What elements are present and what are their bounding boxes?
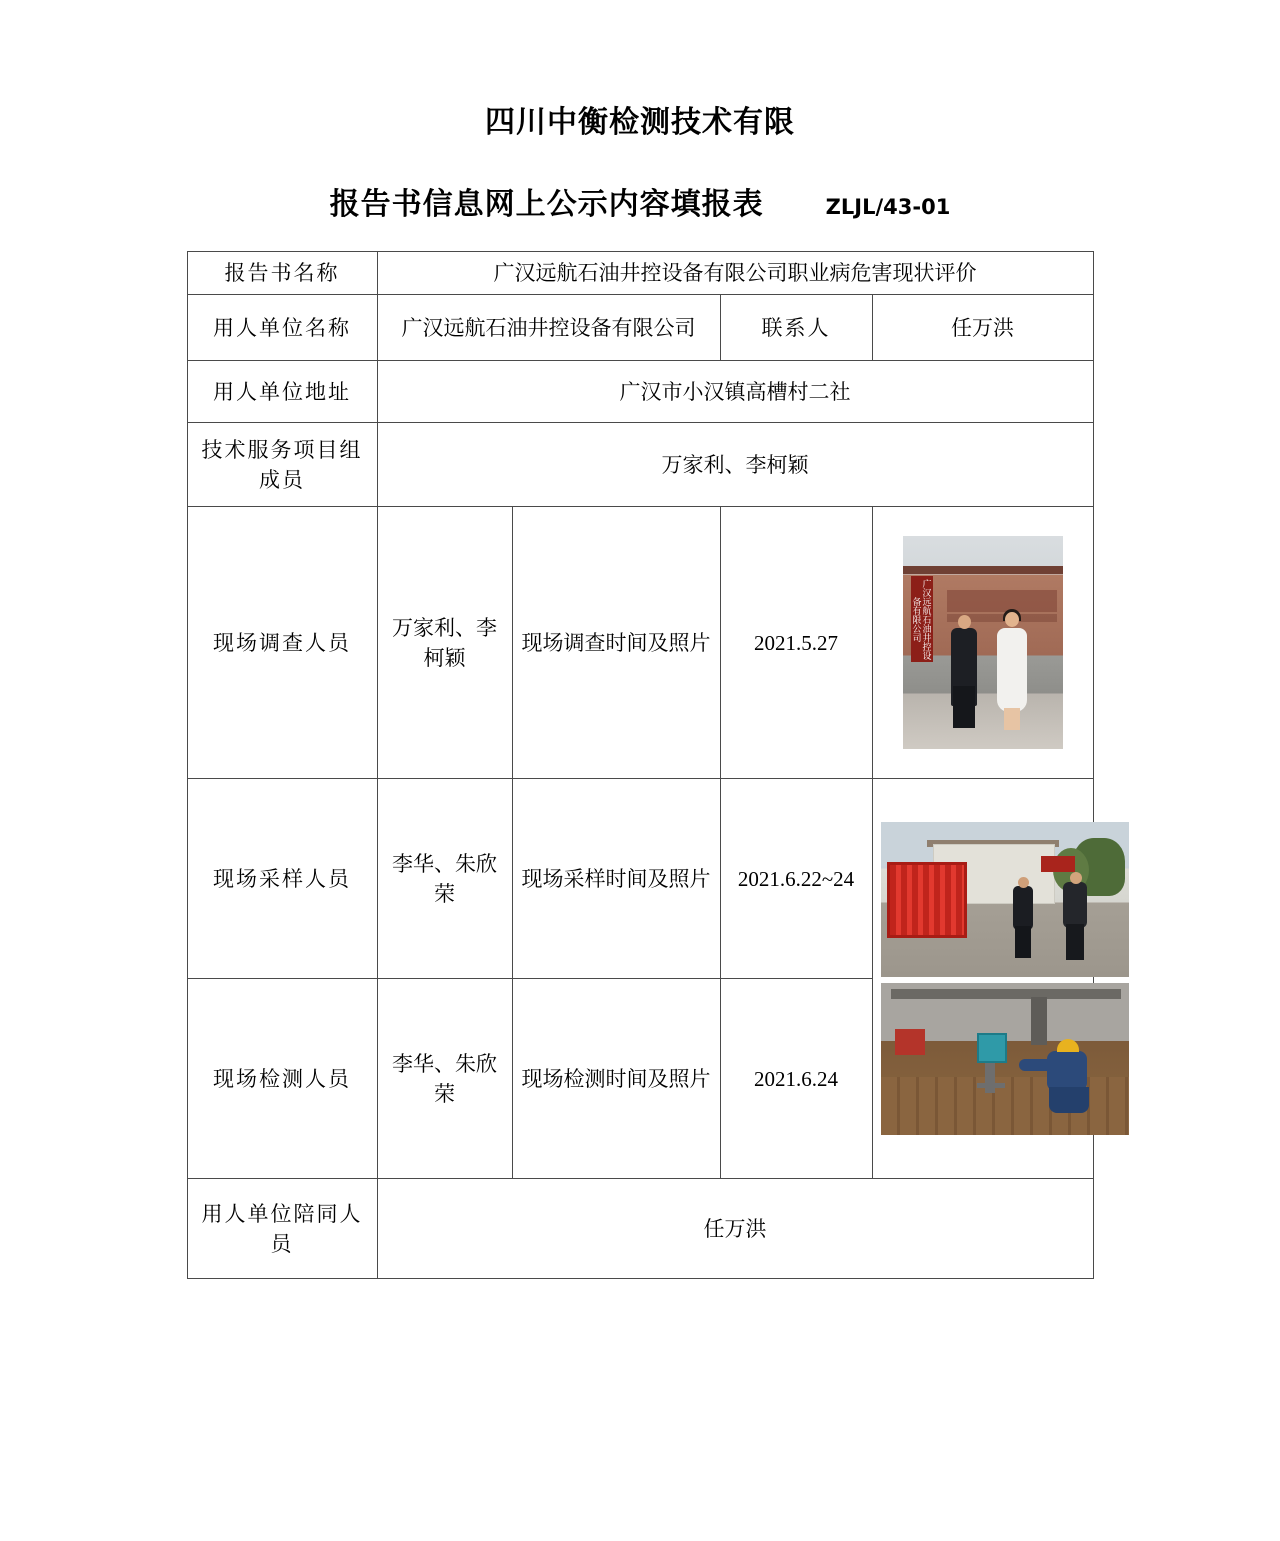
photo-person-man-head [958,615,971,629]
photo-worker1-body [1013,886,1033,930]
table-row [187,252,1093,295]
photo-worker-legs [1049,1087,1089,1113]
report-info-table [187,251,1094,1279]
photo-red-gate [887,862,967,938]
survey-staff-value: 万家利、李柯颖 [377,507,512,779]
team-value: 万家利、李柯颖 [377,423,1093,507]
table-row-escort [187,1179,1093,1279]
escort-label: 用人单位陪同人员 [187,1179,377,1279]
report-name-value: 广汉远航石油井控设备有限公司职业病危害现状评价 [377,252,1093,295]
photo-wood-planks [881,1077,1129,1135]
testing-staff-value: 李华、朱欣荣 [377,979,512,1179]
photo-steel-bar-2 [1031,997,1047,1045]
survey-site-photo [903,536,1063,749]
photo-worker1-head [1018,877,1029,888]
document-code: ZLJL/43-01 [825,195,951,219]
sampling-site-photo [881,822,1129,977]
table-row-survey [187,507,1093,779]
photo-person-woman-body [997,628,1027,712]
employer-name-label: 用人单位名称 [187,295,377,361]
table-row-sampling [187,779,1093,979]
company-sign-icon: 广汉远航石油井控设备有限公司 [911,576,933,662]
survey-time-value: 2021.5.27 [720,507,872,779]
photo-wall-band [947,590,1057,612]
sampling-staff-label: 现场采样人员 [187,779,377,979]
photo-red-sign [1041,856,1075,872]
testing-site-photo [881,983,1129,1135]
report-name-label: 报告书名称 [187,252,377,295]
photo-worker-body [1047,1051,1087,1091]
sampling-time-label: 现场采样时间及照片 [512,779,720,979]
page-title: 报告书信息网上公示内容填报表 [329,187,764,222]
employer-address-label: 用人单位地址 [187,361,377,423]
photo-person-woman-legs [1004,708,1020,730]
survey-staff-label: 现场调查人员 [187,507,377,779]
sampling-staff-value: 李华、朱欣荣 [377,779,512,979]
testing-staff-label: 现场检测人员 [187,979,377,1179]
table-row [187,295,1093,361]
photo-person-woman-head [1005,612,1019,627]
contact-label: 联系人 [720,295,872,361]
survey-time-label: 现场调查时间及照片 [512,507,720,779]
survey-photo-cell [872,507,1093,779]
photo-worker2-head [1070,872,1082,884]
photo-worker2-body [1063,882,1087,928]
photo-roof [903,566,1063,574]
photo-sampling-pump [977,1033,1007,1063]
photo-red-box [895,1029,925,1055]
testing-time-label: 现场检测时间及照片 [512,979,720,1179]
sampling-testing-photo-cell [872,779,1093,1179]
employer-address-value: 广汉市小汉镇高槽村二社 [377,361,1093,423]
photo-tripod-base [977,1083,1005,1088]
photo-worker1-legs [1015,926,1031,958]
photo-person-man-legs [953,686,975,728]
photo-steel-bar [891,989,1121,999]
photo-worker2-legs [1066,924,1084,960]
team-label: 技术服务项目组成员 [187,423,377,507]
escort-value: 任万洪 [377,1179,1093,1279]
table-row [187,361,1093,423]
photo-safety-helmet [1057,1039,1079,1052]
document-header [0,0,1280,223]
company-title: 四川中衡检测技术有限 [485,105,795,140]
testing-time-value: 2021.6.24 [720,979,872,1179]
sampling-time-value: 2021.6.22~24 [720,779,872,979]
table-row [187,423,1093,507]
contact-value: 任万洪 [872,295,1093,361]
employer-name-value: 广汉远航石油井控设备有限公司 [377,295,720,361]
